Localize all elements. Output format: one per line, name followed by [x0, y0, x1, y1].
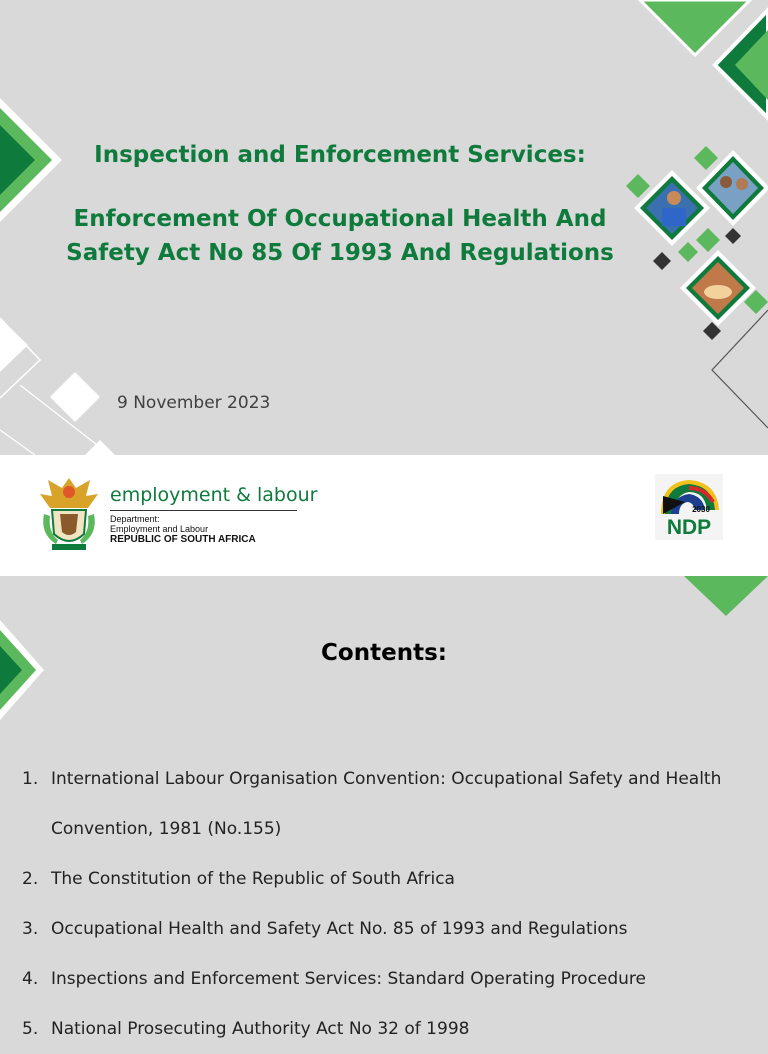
ndp-2030-logo-icon	[655, 474, 723, 540]
list-item-text: Occupational Health and Safety Act No. 85 of 1993 and Regulations	[51, 919, 628, 939]
list-item-text: National Prosecuting Authority Act No 32 of 1998	[51, 1019, 470, 1039]
list-item-number: 1.	[22, 769, 39, 789]
list-item-text: Inspections and Enforcement Services: Standard Operating Procedure	[51, 969, 647, 989]
list-item	[22, 854, 757, 904]
slide-title-line1: Inspection and Enforcement Services:	[94, 142, 586, 168]
list-item	[22, 954, 757, 1004]
ndp-logo-text: NDP	[666, 516, 712, 539]
contents-slide	[0, 576, 768, 1039]
department-full-name: Employment and Labour	[110, 524, 209, 534]
list-item	[22, 904, 757, 954]
slide-title-line2: Enforcement Of Occupational Health And Safety Act No 85 Of 1993 And Regulations	[66, 206, 614, 266]
list-item	[22, 1004, 757, 1054]
list-item-text: The Constitution of the Republic of South Africa	[51, 869, 455, 889]
list-item-number: 5.	[22, 1019, 39, 1039]
list-item-number: 2.	[22, 869, 39, 889]
coat-of-arms-icon	[38, 474, 100, 554]
country-name: REPUBLIC OF SOUTH AFRICA	[110, 534, 256, 545]
contents-list	[22, 754, 757, 1054]
department-label: Department:	[110, 514, 160, 524]
list-item	[22, 754, 757, 854]
presentation-date: 9 November 2023	[117, 393, 271, 413]
title-slide	[0, 0, 768, 455]
department-divider	[110, 510, 297, 511]
list-item-number: 3.	[22, 919, 39, 939]
contents-heading: Contents:	[321, 640, 447, 666]
department-name: employment & labour	[110, 484, 318, 506]
list-item-number: 4.	[22, 969, 39, 989]
list-item-text: International Labour Organisation Convention: Occupational Safety and Health Convention, 1981 (No.155)	[51, 769, 722, 839]
ndp-logo-year: 2030	[692, 505, 710, 514]
